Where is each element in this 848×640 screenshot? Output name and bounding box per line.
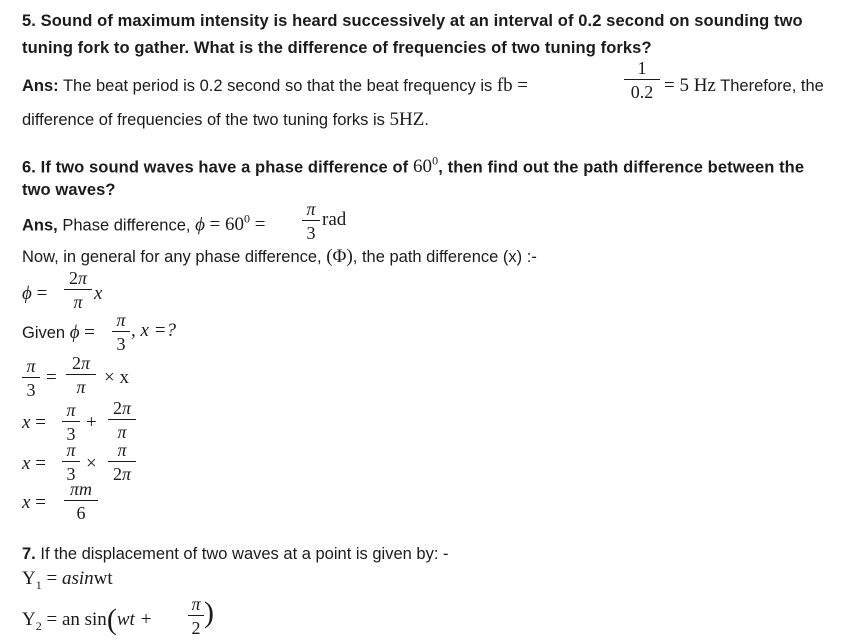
q6-zero-sup: 0	[432, 154, 439, 168]
pi-symbol: π	[66, 440, 76, 460]
eq3-fraction1: π 3	[62, 400, 80, 444]
phi-symbol: ϕ	[69, 322, 80, 343]
fraction-bar	[108, 461, 136, 462]
q6-now-text: Now, in general for any phase difference,	[22, 248, 322, 266]
q5-line3-text: difference of frequencies of the two tuning forks is	[22, 111, 385, 129]
q6-ans-label: Ans,	[22, 216, 58, 235]
pi-symbol: π	[117, 422, 127, 442]
eq1-fraction: 2π π	[64, 268, 92, 312]
right-paren: )	[204, 596, 214, 629]
eq1-lhs: ϕ =	[22, 283, 48, 304]
q6-phase-eq: = $60^0$ =	[209, 212, 266, 236]
q6-phase-fraction: π 3	[302, 199, 320, 243]
pi-symbol: π	[69, 479, 80, 499]
q5-period: .	[424, 111, 429, 129]
q6-now-suffix: , the path difference (x) :-	[352, 248, 537, 266]
q7-title	[22, 545, 449, 564]
q6-phase-text: Phase difference,	[62, 216, 191, 235]
fraction-bar	[64, 289, 92, 290]
q5-line3	[22, 109, 429, 131]
given-line: Given ϕ =	[22, 322, 95, 343]
pi-symbol: π	[191, 594, 201, 614]
eq4-times: ×	[86, 453, 97, 474]
eq1-x: x	[94, 283, 103, 304]
q5-title-line2: tuning fork to gather. What is the difference of frequencies of two tuning forks?	[22, 39, 652, 57]
pi-symbol: π	[116, 310, 126, 330]
given-label: Given	[22, 324, 66, 342]
q6-phase-sixty: 60	[224, 214, 244, 236]
q5-eq-rhs-text: = 5 Hz	[664, 75, 716, 96]
q5-ans-text1: The beat period is 0.2 second so that the beat frequency is	[62, 77, 493, 95]
pi-symbol: π	[80, 353, 91, 373]
eq3-plus: +	[86, 412, 97, 433]
q7-y1-sub: 1	[35, 577, 42, 592]
q7-y2-lhs: Y	[22, 609, 36, 630]
eq4-lhs: x =	[22, 453, 46, 474]
pi-symbol: π	[76, 377, 86, 397]
fraction-bar	[62, 421, 80, 422]
pi-symbol: π	[66, 400, 76, 420]
eq2-times-x: × x	[104, 367, 129, 388]
q6-phase-zero-sup: 0	[243, 212, 250, 226]
fraction-bar	[112, 331, 130, 332]
eq5-lhs: x =	[22, 492, 46, 513]
q7-y1-wt: wt	[93, 568, 113, 589]
eq3-lhs: x =	[22, 412, 46, 433]
q6-title-line2: two waves?	[22, 181, 116, 199]
q5-eq-rhs	[664, 75, 824, 97]
q5-title-line1: 5. Sound of maximum intensity is heard successively at an interval of 0.2 second on sounding two	[22, 12, 803, 30]
fraction-bar	[66, 374, 96, 375]
phi-symbol: ϕ	[195, 214, 205, 236]
pi-symbol: π	[306, 199, 316, 219]
q5-answer-line: Ans: The beat period is 0.2 second so that the beat frequency is fb =	[22, 75, 528, 96]
pi-symbol: π	[26, 356, 36, 376]
q7-title-text: If the displacement of two waves at a point is given by: -	[40, 545, 449, 563]
given-x-unknown	[131, 320, 176, 342]
q5-frac-den: 0.2	[630, 82, 654, 102]
fraction-bar	[62, 461, 80, 462]
q6-title-line1	[22, 154, 804, 178]
q6-sixty-degrees	[413, 156, 438, 177]
q7-y1-lhs: Y	[22, 568, 36, 589]
q6-title-prefix: 6. If two sound waves have a phase difference of	[22, 158, 409, 177]
fraction-bar	[64, 500, 98, 501]
q7-y1-eq: =	[46, 568, 62, 589]
eq5-fraction: πm 6	[64, 479, 98, 523]
fraction-bar	[302, 220, 320, 221]
q5-ans-text2: Therefore, the	[720, 77, 824, 95]
eq2-right-fraction: 2π π	[66, 353, 96, 397]
q7-y2-rhs: = an sin	[46, 609, 107, 630]
fraction-bar	[22, 377, 40, 378]
q7-title-num: 7.	[22, 545, 36, 563]
given-x-unknown-text: , x =?	[131, 320, 177, 341]
eq4-fraction2: π 2π	[108, 440, 136, 484]
left-paren: (	[106, 603, 117, 636]
eq3-fraction2: 2π π	[108, 398, 136, 442]
q7-y2-sub: 2	[35, 618, 42, 633]
eq2-left-fraction: π 3	[22, 356, 40, 400]
pi-symbol: π	[121, 398, 132, 418]
pi-symbol: π	[73, 292, 83, 312]
q6-title-suffix: , then find out the path difference between the	[438, 158, 805, 177]
q7-y2-arg: wt +	[116, 609, 153, 630]
q5-fb: fb	[496, 75, 513, 96]
q7-y1-equation	[22, 568, 113, 593]
phi-symbol: ϕ	[22, 283, 32, 304]
q6-rad: rad	[322, 209, 347, 230]
fraction-bar	[624, 79, 660, 80]
q6-sixty: 60	[412, 156, 433, 178]
pi-symbol: π	[117, 440, 127, 460]
given-fraction: π 3	[112, 310, 130, 354]
q5-ans-label: Ans:	[22, 77, 59, 95]
q6-answer-line	[22, 212, 265, 236]
q6-now-line	[22, 246, 537, 268]
eq4-fraction1: π 3	[62, 440, 80, 484]
q7-y1-asin: asin	[61, 568, 94, 589]
q6-phi-upper: (Φ)	[326, 246, 353, 267]
fraction-bar	[108, 419, 136, 420]
fraction-bar	[188, 615, 204, 616]
pi-symbol: π	[77, 268, 88, 288]
q7-y2-equation	[22, 603, 152, 637]
pi-symbol: π	[121, 464, 132, 484]
q7-y2-fraction: π 2	[188, 594, 204, 638]
q5-result: 5HZ	[389, 109, 425, 130]
q5-frac-num: 1	[637, 58, 647, 78]
q5-fraction	[624, 58, 660, 102]
eq2-equals: =	[46, 367, 57, 388]
